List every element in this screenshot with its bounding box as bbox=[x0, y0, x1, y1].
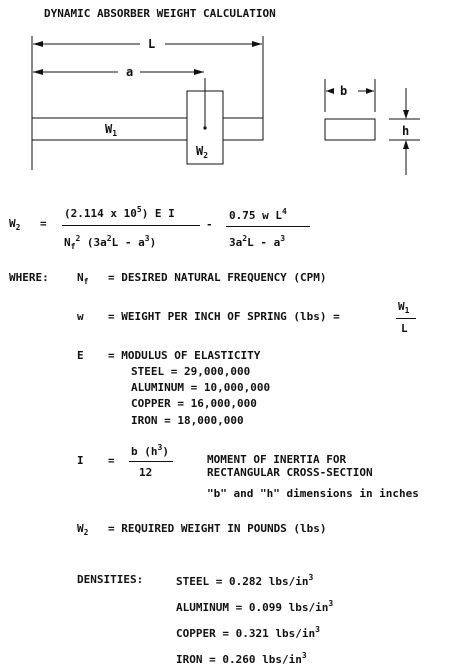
i-fraction-denominator: 12 bbox=[139, 466, 153, 479]
dimension-h-label: h bbox=[402, 124, 410, 138]
term1-denominator: $N_f^2$ $(3a^2L - a^3)$ bbox=[64, 234, 157, 251]
w2-symbol: $W_2$ bbox=[77, 522, 89, 537]
term1-fraction-bar bbox=[62, 225, 200, 226]
term1-numerator: (2.114 x $10^5$) E I bbox=[64, 205, 175, 220]
e-symbol: E bbox=[77, 349, 84, 362]
where-label: WHERE: bbox=[9, 271, 49, 284]
i-fraction-bar bbox=[129, 461, 173, 462]
term2-fraction-bar bbox=[226, 226, 310, 227]
term2-numerator: 0.75 w $L^4$ bbox=[229, 207, 287, 222]
formula-lhs: $W_2$ bbox=[9, 217, 21, 232]
nf-description: = DESIRED NATURAL FREQUENCY (CPM) bbox=[108, 271, 327, 284]
w-description: = WEIGHT PER INCH OF SPRING (lbs) = bbox=[108, 310, 340, 323]
nf-symbol: $N_f$ bbox=[77, 271, 89, 286]
term2-denominator: $3a^2L - a^3$ bbox=[229, 234, 286, 249]
dimension-L-label: L bbox=[148, 37, 156, 51]
modulus-iron: IRON = 18,000,000 bbox=[131, 414, 244, 427]
i-equals: = bbox=[108, 454, 115, 467]
w-symbol: w bbox=[77, 310, 84, 323]
w-fraction-bar bbox=[396, 318, 416, 319]
w1-label: $W_1$ bbox=[105, 122, 118, 138]
i-fraction-numerator: b $(h^3)$ bbox=[131, 443, 169, 458]
density-copper: COPPER = 0.321 lbs/$in^3$ bbox=[176, 625, 320, 640]
w-fraction-numerator: $W_1$ bbox=[398, 300, 410, 315]
absorber-diagram bbox=[0, 0, 452, 180]
dimension-b-label: b bbox=[340, 84, 348, 98]
density-iron: IRON = 0.260 lbs/$in^3$ bbox=[176, 651, 307, 666]
modulus-copper: COPPER = 16,000,000 bbox=[131, 397, 257, 410]
formula-minus: - bbox=[206, 218, 213, 231]
i-description-line1: MOMENT OF INERTIA FOR bbox=[207, 453, 347, 466]
formula-equals: = bbox=[40, 217, 47, 230]
i-description-line2: RECTANGULAR CROSS-SECTION bbox=[207, 466, 373, 479]
page-title: DYNAMIC ABSORBER WEIGHT CALCULATION bbox=[44, 7, 276, 20]
density-steel: STEEL = 0.282 lbs/$in^3$ bbox=[176, 573, 314, 588]
e-description: = MODULUS OF ELASTICITY bbox=[108, 349, 261, 362]
modulus-steel: STEEL = 29,000,000 bbox=[131, 365, 251, 378]
densities-label: DENSITIES: bbox=[77, 573, 144, 586]
i-dimension-note: "b" and "h" dimensions in inches bbox=[207, 487, 419, 500]
w-fraction-denominator: L bbox=[401, 322, 408, 335]
i-symbol: I bbox=[77, 454, 84, 467]
density-aluminum: ALUMINUM = 0.099 lbs/$in^3$ bbox=[176, 599, 334, 614]
dimension-a-label: a bbox=[126, 65, 134, 79]
modulus-aluminum: ALUMINUM = 10,000,000 bbox=[131, 381, 271, 394]
w2-description: = REQUIRED WEIGHT IN POUNDS (lbs) bbox=[108, 522, 327, 535]
w2-label: $W_2$ bbox=[196, 144, 209, 160]
